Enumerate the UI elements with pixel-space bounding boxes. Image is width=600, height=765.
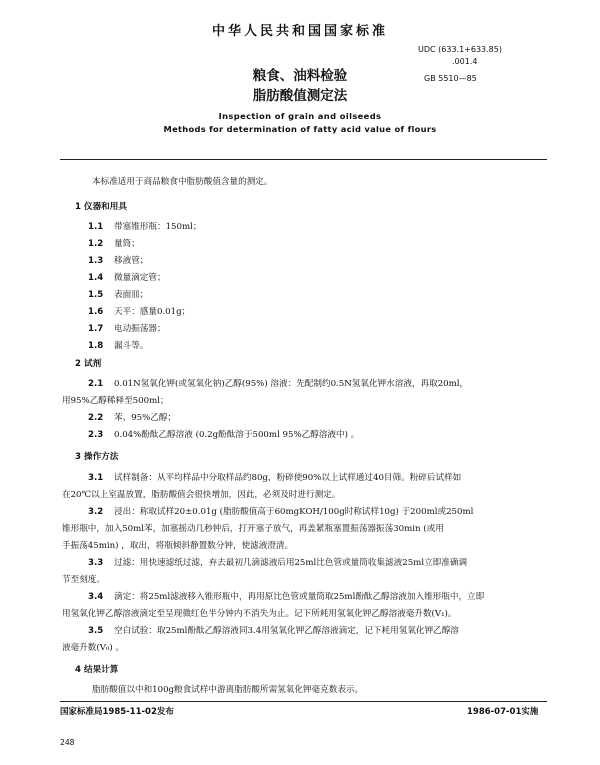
list-item [88, 623, 459, 640]
item-number: 1.1 [88, 222, 104, 232]
item-number: 1.4 [88, 273, 104, 283]
list-item [88, 321, 166, 338]
item-text: 量筒； [114, 239, 140, 249]
effective-date: 1986-07-01实施 [467, 707, 539, 717]
item-number: 1.5 [88, 290, 104, 300]
list-item [88, 427, 359, 444]
footer-divider [60, 701, 547, 702]
item-number: 2.3 [88, 430, 104, 440]
item-text: 空白试验：取25ml酚酞乙醇溶液同3.4用氢氧化钾乙醇溶液滴定，记下耗用氢氧化钾乙醇溶 [114, 626, 459, 636]
item-number: 1.6 [88, 307, 104, 317]
list-item [88, 376, 468, 393]
list-item [88, 287, 148, 304]
section-1-heading: 1 仪器和用具 [75, 202, 127, 212]
item-number: 3.5 [88, 626, 104, 636]
item-number: 1.7 [88, 324, 104, 334]
section-4-heading: 4 结果计算 [75, 665, 119, 675]
list-item [88, 253, 148, 270]
section-4-body: 脂肪酸值以中和100g粮食试样中游离脂肪酸所需氢氧化钾毫克数表示。 [92, 685, 364, 695]
item-text: 滴定：将25ml滤液移入锥形瓶中，再用原比色管或量筒取25ml酚酞乙醇溶液加入锥形瓶中，立即 [114, 592, 485, 602]
item-continuation: 手振荡45min) ，取出，将瓶倾斜静置数分钟，使滤液澄清。 [62, 541, 294, 551]
item-continuation: 用氢氧化钾乙醇溶液滴定至呈现微红色半分钟内不消失为止。记下所耗用氢氧化钾乙醇溶液毫升数(V₁)。 [62, 609, 457, 619]
gb-code: GB 5510—85 [424, 74, 477, 83]
item-number: 2.2 [88, 413, 104, 423]
english-title-line1: Inspection of grain and oilseeds [218, 111, 382, 121]
issue-date: 国家标准局1985-11-02发布 [60, 707, 174, 717]
item-text: 电动振荡器； [114, 324, 166, 334]
udc-code-line2: .001.4 [452, 57, 478, 66]
item-text: 微量滴定管； [114, 273, 166, 283]
item-number: 3.2 [88, 507, 104, 517]
list-item [88, 219, 201, 236]
item-number: 3.3 [88, 558, 104, 568]
list-item [88, 504, 473, 521]
item-number: 1.3 [88, 256, 104, 266]
item-text: 过滤：用快速滤纸过滤，弃去最初几滴滤液后用25ml比色管或量筒收集滤液25ml立即准确调 [114, 558, 468, 568]
item-text: 表面皿； [114, 290, 149, 300]
udc-code-line1: UDC (633.1+633.85) [418, 45, 502, 54]
list-item [88, 270, 166, 287]
item-continuation: 锥形瓶中，加入50ml苯，加塞摇动几秒钟后，打开塞子放气，再盖紧瓶塞置振荡器振荡30min (或用 [62, 524, 444, 534]
intro-paragraph: 本标准适用于商品粮食中脂肪酸值含量的测定。 [92, 177, 273, 187]
document-title-line1: 粮食、油料检验 [252, 68, 348, 84]
item-continuation: 节至刻度。 [62, 575, 105, 585]
item-text: 0.01N氢氧化钾(或氢氧化钠)乙醇(95%) 溶液：先配制约0.5N氢氧化钾水溶液，再取20ml， [114, 379, 469, 389]
item-number: 1.2 [88, 239, 104, 249]
list-item [88, 555, 467, 572]
item-text: 试样制备：从平均样品中分取样品约80g，粉碎使90%以上试样通过40目筛。粉碎后试样如 [114, 473, 462, 483]
list-item [88, 410, 176, 427]
list-item [88, 589, 484, 606]
english-title-line2: Methods for determination of fatty acid value of flours [163, 124, 437, 134]
section-3-heading: 3 操作方法 [75, 452, 119, 462]
item-number: 2.1 [88, 379, 104, 389]
national-standard-title: 中华人民共和国国家标准 [211, 24, 388, 39]
item-text: 带塞锥形瓶：150ml； [114, 222, 202, 232]
item-text: 0.04%酚酞乙醇溶液 (0.2g酚酞溶于500ml 95%乙醇溶液中) 。 [114, 430, 360, 440]
list-item [88, 470, 461, 487]
item-continuation: 液毫升数(V₀) 。 [62, 643, 125, 653]
list-item [88, 236, 140, 253]
item-text: 移液管； [114, 256, 149, 266]
list-item [88, 304, 190, 321]
item-number: 3.1 [88, 473, 104, 483]
item-text: 天平：感量0.01g； [114, 307, 191, 317]
item-number: 1.8 [88, 341, 104, 351]
item-text: 苯、95%乙醇； [114, 413, 177, 423]
item-text: 浸出：称取试样20±0.01g (脂肪酸值高于60mgKOH/100g时称试样10g) 于200ml或250ml [114, 507, 474, 517]
page-number: 248 [60, 738, 75, 747]
item-text: 漏斗等。 [114, 341, 149, 351]
list-item [88, 338, 148, 355]
item-continuation: 在20℃以上室温放置，脂肪酸值会很快增加，因此，必须及时进行测定。 [62, 490, 341, 500]
item-number: 3.4 [88, 592, 104, 602]
item-continuation: 用95%乙醇稀释至500ml； [62, 396, 169, 406]
document-title-line2: 脂肪酸值测定法 [252, 88, 348, 104]
section-2-heading: 2 试剂 [75, 359, 102, 369]
header-divider [60, 159, 547, 160]
